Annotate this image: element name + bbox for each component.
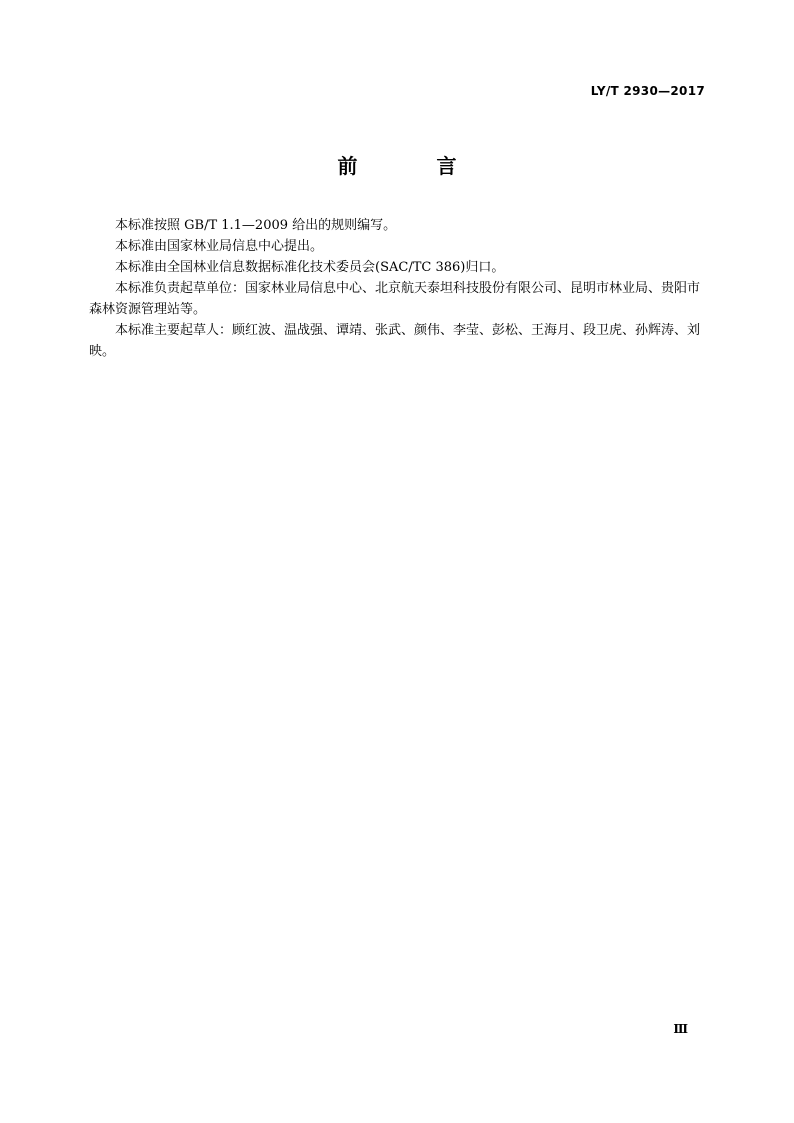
- page-number: Ⅲ: [673, 1022, 688, 1036]
- paragraph-drafters: 本标准主要起草人：顾红波、温战强、谭靖、张武、颜伟、李莹、彭松、王海月、段卫虎、孙辉涛、刘映。: [89, 323, 701, 359]
- paragraph-drafting-units: 本标准负责起草单位：国家林业局信息中心、北京航天泰坦科技股份有限公司、昆明市林业局、贵阳市森林资源管理站等。: [89, 281, 701, 317]
- paragraph-proposer: 本标准由国家林业局信息中心提出。: [115, 239, 324, 254]
- foreword-body: [89, 215, 705, 362]
- paragraph-drafting-rules: 本标准按照 GB/T 1.1—2009 给出的规则编写。: [115, 218, 397, 233]
- page-title: 前 言: [337, 154, 493, 178]
- standard-code: LY/T 2930—2017: [590, 84, 705, 98]
- paragraph-centralized-by: 本标准由全国林业信息数据标准化技术委员会(SAC/TC 386)归口。: [115, 260, 505, 275]
